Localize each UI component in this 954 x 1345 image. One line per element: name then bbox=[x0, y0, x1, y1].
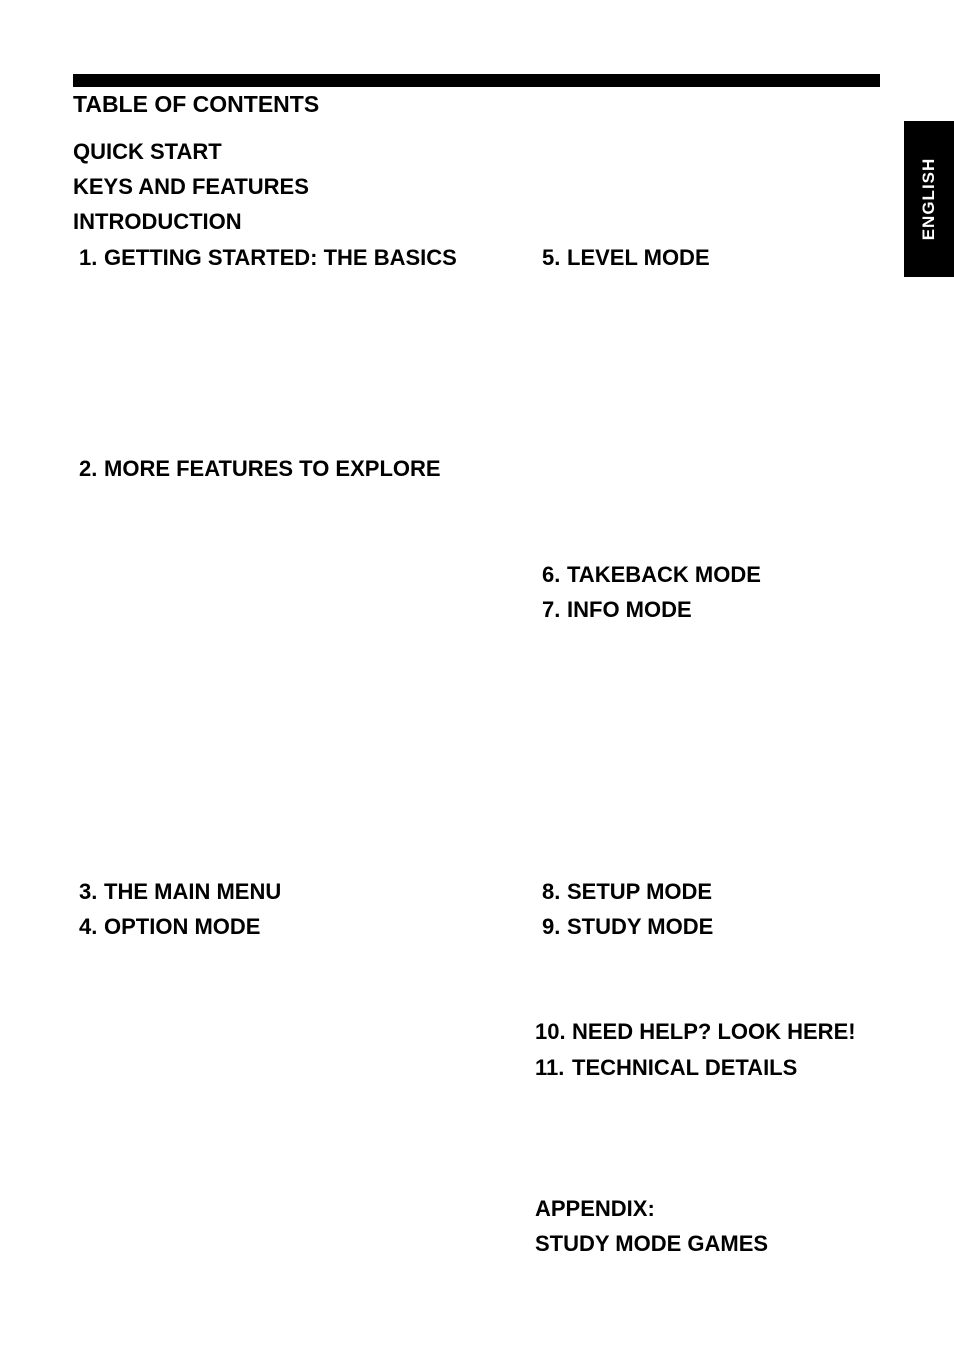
toc-entry-8[interactable] bbox=[542, 879, 712, 905]
toc-entry-title: NEED HELP? LOOK HERE! bbox=[572, 1019, 856, 1044]
toc-entry-title: LEVEL MODE bbox=[567, 245, 710, 270]
toc-entry-number: 6. bbox=[542, 562, 561, 587]
toc-entry-number: 2. bbox=[79, 456, 98, 481]
toc-entry-title: SETUP MODE bbox=[567, 879, 713, 904]
language-tab bbox=[904, 121, 954, 277]
toc-entry-title: TAKEBACK MODE bbox=[567, 562, 761, 587]
toc-entry-number: 7. bbox=[542, 597, 561, 622]
toc-entry-5[interactable] bbox=[542, 245, 710, 271]
toc-entry-2[interactable] bbox=[79, 456, 441, 482]
toc-entry-number: 8. bbox=[542, 879, 561, 904]
toc-item-introduction[interactable]: INTRODUCTION bbox=[73, 209, 242, 234]
toc-entry-title: THE MAIN MENU bbox=[104, 879, 282, 904]
toc-entry-title: OPTION MODE bbox=[104, 914, 261, 939]
toc-entry-title: MORE FEATURES TO EXPLORE bbox=[104, 456, 441, 481]
appendix-title[interactable]: STUDY MODE GAMES bbox=[535, 1231, 769, 1256]
toc-item-quick-start[interactable]: QUICK START bbox=[73, 139, 222, 164]
toc-entry-number: 3. bbox=[79, 879, 98, 904]
toc-entry-number: 1. bbox=[79, 245, 98, 270]
appendix-label[interactable]: APPENDIX: bbox=[535, 1196, 655, 1221]
toc-entry-1[interactable] bbox=[79, 245, 457, 271]
toc-item-keys-and-features[interactable]: KEYS AND FEATURES bbox=[73, 174, 309, 199]
toc-entry-4[interactable] bbox=[79, 914, 260, 940]
toc-entry-11[interactable] bbox=[535, 1055, 797, 1081]
toc-entry-title: INFO MODE bbox=[567, 597, 692, 622]
toc-entry-number: 5. bbox=[542, 245, 561, 270]
toc-entry-title: STUDY MODE bbox=[567, 914, 714, 939]
toc-entry-10[interactable] bbox=[535, 1019, 856, 1045]
toc-entry-number: 10. bbox=[535, 1019, 566, 1044]
toc-entry-title: GETTING STARTED: THE BASICS bbox=[104, 245, 457, 270]
toc-entry-7[interactable] bbox=[542, 597, 692, 623]
toc-entry-number: 4. bbox=[79, 914, 98, 939]
page-title: TABLE OF CONTENTS bbox=[73, 91, 320, 117]
toc-entry-number: 11. bbox=[535, 1055, 565, 1080]
toc-entry-9[interactable] bbox=[542, 914, 713, 940]
toc-entry-number: 9. bbox=[542, 914, 561, 939]
toc-entry-title: TECHNICAL DETAILS bbox=[572, 1055, 798, 1080]
language-tab-label: ENGLISH bbox=[919, 157, 938, 241]
top-rule bbox=[73, 74, 880, 87]
toc-entry-3[interactable] bbox=[79, 879, 281, 905]
toc-entry-6[interactable] bbox=[542, 562, 761, 588]
